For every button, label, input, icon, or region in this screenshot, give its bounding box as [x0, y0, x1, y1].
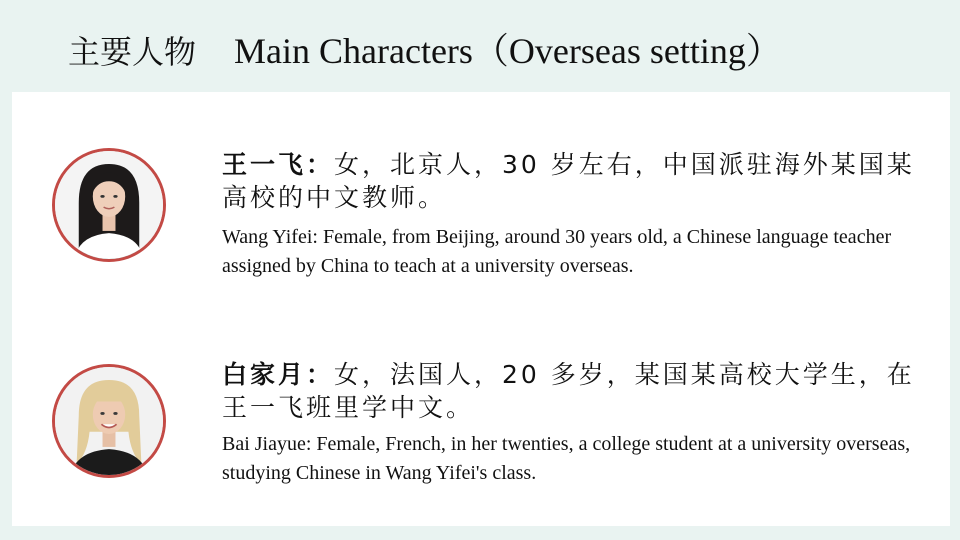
character-1-description-zh [222, 148, 922, 214]
character-1-description-en: Wang Yifei: Female, from Beijing, around 30 years old, a Chinese language teacher assigned by China to teach at a university overseas. [222, 226, 892, 277]
content-panel [12, 92, 950, 526]
character-1-name-zh: 王一飞： [222, 150, 335, 179]
slide-title [68, 28, 782, 75]
portrait-wang-yifei [55, 151, 163, 259]
portrait-bai-jiayue [55, 367, 163, 475]
character-2-name-zh: 白家月： [222, 360, 335, 389]
character-2-description-en: Bai Jiayue: Female, French, in her twenties, a college student at a university overseas, studying Chinese in Wang Yifei's class. [222, 433, 911, 484]
character-2-description-zh [222, 358, 922, 424]
title-english: Main Characters（Overseas setting） [234, 31, 782, 71]
character-1-text-zh: 女，北京人，30 岁左右，中国派驻海外某国某高校的中文教师。 [222, 150, 915, 212]
title-chinese: 主要人物 [68, 33, 197, 71]
character-2-text-zh: 女，法国人，20 多岁，某国某高校大学生，在王一飞班里学中文。 [222, 360, 915, 422]
avatar-bai-jiayue [52, 364, 166, 478]
avatar-wang-yifei [52, 148, 166, 262]
